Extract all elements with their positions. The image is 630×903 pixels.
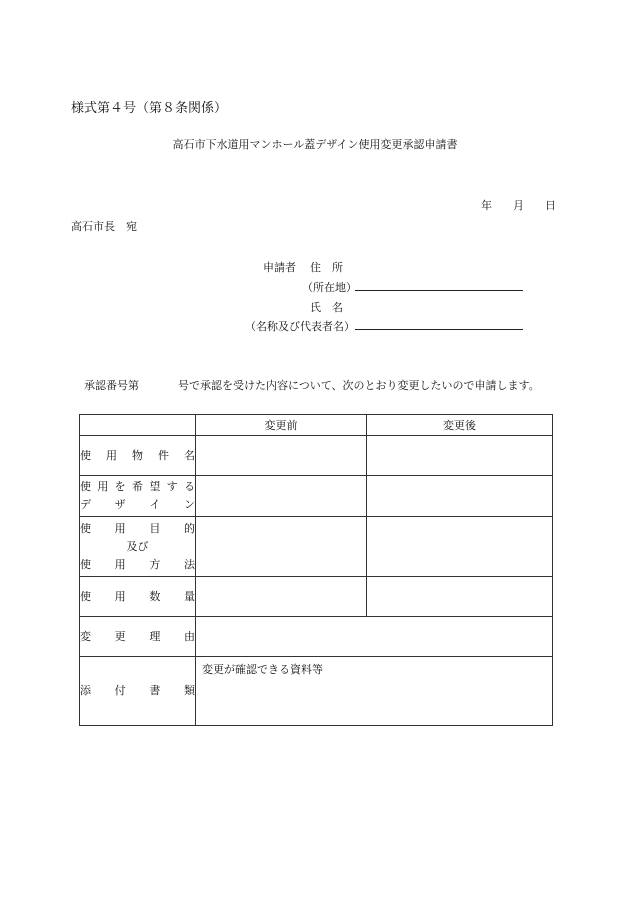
header-before: 変更前 bbox=[196, 415, 367, 436]
reason-char: 変 bbox=[80, 629, 91, 643]
row-label-item-name bbox=[80, 436, 196, 476]
purpose-line-3 bbox=[80, 556, 195, 574]
item-name-char: 名 bbox=[184, 448, 195, 462]
purpose-line-2: 及び bbox=[126, 539, 149, 553]
design-char: 望 bbox=[149, 480, 161, 493]
quantity-char: 使 bbox=[80, 589, 91, 603]
row-label-purpose bbox=[80, 517, 196, 577]
attachments-char: 書 bbox=[149, 684, 161, 697]
address-line[interactable] bbox=[355, 290, 523, 291]
purpose-char: 用 bbox=[114, 521, 126, 535]
form-number: 様式第４号（第８条関係） bbox=[71, 101, 228, 116]
attachments-char: 類 bbox=[183, 684, 195, 697]
design-line-2 bbox=[80, 496, 195, 514]
reason-char: 更 bbox=[114, 629, 126, 643]
design-char: 希 bbox=[131, 480, 143, 493]
purpose-char: 目 bbox=[149, 521, 161, 535]
row-label-reason bbox=[80, 617, 196, 657]
item-name-char: 用 bbox=[106, 448, 117, 462]
purpose-line-1 bbox=[80, 520, 195, 538]
applicant-label: 申請者 bbox=[263, 261, 296, 274]
statement-suffix: 号で承認を受けた内容について、次のとおり変更したいので申請します。 bbox=[178, 379, 540, 392]
attachments-char: 付 bbox=[114, 684, 126, 697]
cell-quantity-before[interactable] bbox=[196, 577, 367, 617]
purpose-char: 使 bbox=[80, 557, 91, 571]
date-month-label: 月 bbox=[513, 199, 524, 212]
cell-item-name-before[interactable] bbox=[196, 436, 367, 476]
design-char: る bbox=[183, 480, 195, 493]
representative-label: （名称及び代表者名） bbox=[245, 320, 355, 333]
design-char: ザ bbox=[114, 498, 126, 511]
quantity-char: 量 bbox=[183, 589, 195, 603]
cell-attachments[interactable] bbox=[196, 657, 553, 726]
design-char: 使 bbox=[80, 480, 91, 493]
header-after: 変更後 bbox=[367, 415, 553, 436]
document-title: 高石市下水道用マンホール蓋デザイン使用変更承認申請書 bbox=[172, 138, 458, 151]
row-label-quantity bbox=[80, 577, 196, 617]
change-request-table bbox=[79, 414, 553, 726]
quantity-text bbox=[80, 588, 195, 606]
cell-reason[interactable] bbox=[196, 617, 553, 657]
cell-design-after[interactable] bbox=[367, 476, 553, 517]
purpose-char: 的 bbox=[183, 521, 195, 535]
address-label: 住 所 bbox=[310, 261, 343, 274]
reason-char: 理 bbox=[149, 629, 161, 643]
name-line[interactable] bbox=[355, 329, 523, 330]
item-name-text bbox=[80, 447, 195, 465]
row-label-design bbox=[80, 476, 196, 517]
design-char: ン bbox=[183, 498, 195, 511]
design-char: イ bbox=[149, 498, 161, 511]
quantity-char: 数 bbox=[149, 589, 161, 603]
design-char: す bbox=[166, 480, 178, 493]
date-year-label: 年 bbox=[481, 199, 492, 212]
reason-text bbox=[80, 628, 195, 646]
design-char: を bbox=[114, 480, 126, 493]
purpose-char: 用 bbox=[114, 557, 126, 571]
location-label: （所在地） bbox=[302, 281, 357, 294]
addressee: 高石市長 宛 bbox=[71, 220, 137, 233]
item-name-char: 件 bbox=[158, 448, 169, 462]
cell-item-name-after[interactable] bbox=[367, 436, 553, 476]
name-label: 氏 名 bbox=[310, 301, 343, 314]
attachments-char: 添 bbox=[80, 684, 91, 697]
cell-design-before[interactable] bbox=[196, 476, 367, 517]
design-line-1 bbox=[80, 478, 195, 496]
quantity-char: 用 bbox=[114, 589, 126, 603]
attachments-text bbox=[80, 682, 195, 700]
statement-prefix: 承認番号第 bbox=[84, 379, 139, 392]
purpose-char: 方 bbox=[149, 557, 161, 571]
attachment-note: 変更が確認できる資料等 bbox=[202, 663, 323, 676]
cell-purpose-after[interactable] bbox=[367, 517, 553, 577]
reason-char: 由 bbox=[183, 629, 195, 643]
design-char: 用 bbox=[97, 480, 109, 493]
item-name-char: 物 bbox=[132, 448, 143, 462]
row-label-attachments bbox=[80, 657, 196, 726]
date-day-label: 日 bbox=[545, 199, 556, 212]
item-name-char: 使 bbox=[80, 448, 91, 462]
header-blank bbox=[80, 415, 196, 436]
purpose-char: 法 bbox=[183, 557, 195, 571]
cell-purpose-before[interactable] bbox=[196, 517, 367, 577]
purpose-char: 使 bbox=[80, 521, 91, 535]
design-char: デ bbox=[80, 498, 91, 511]
cell-quantity-after[interactable] bbox=[367, 577, 553, 617]
